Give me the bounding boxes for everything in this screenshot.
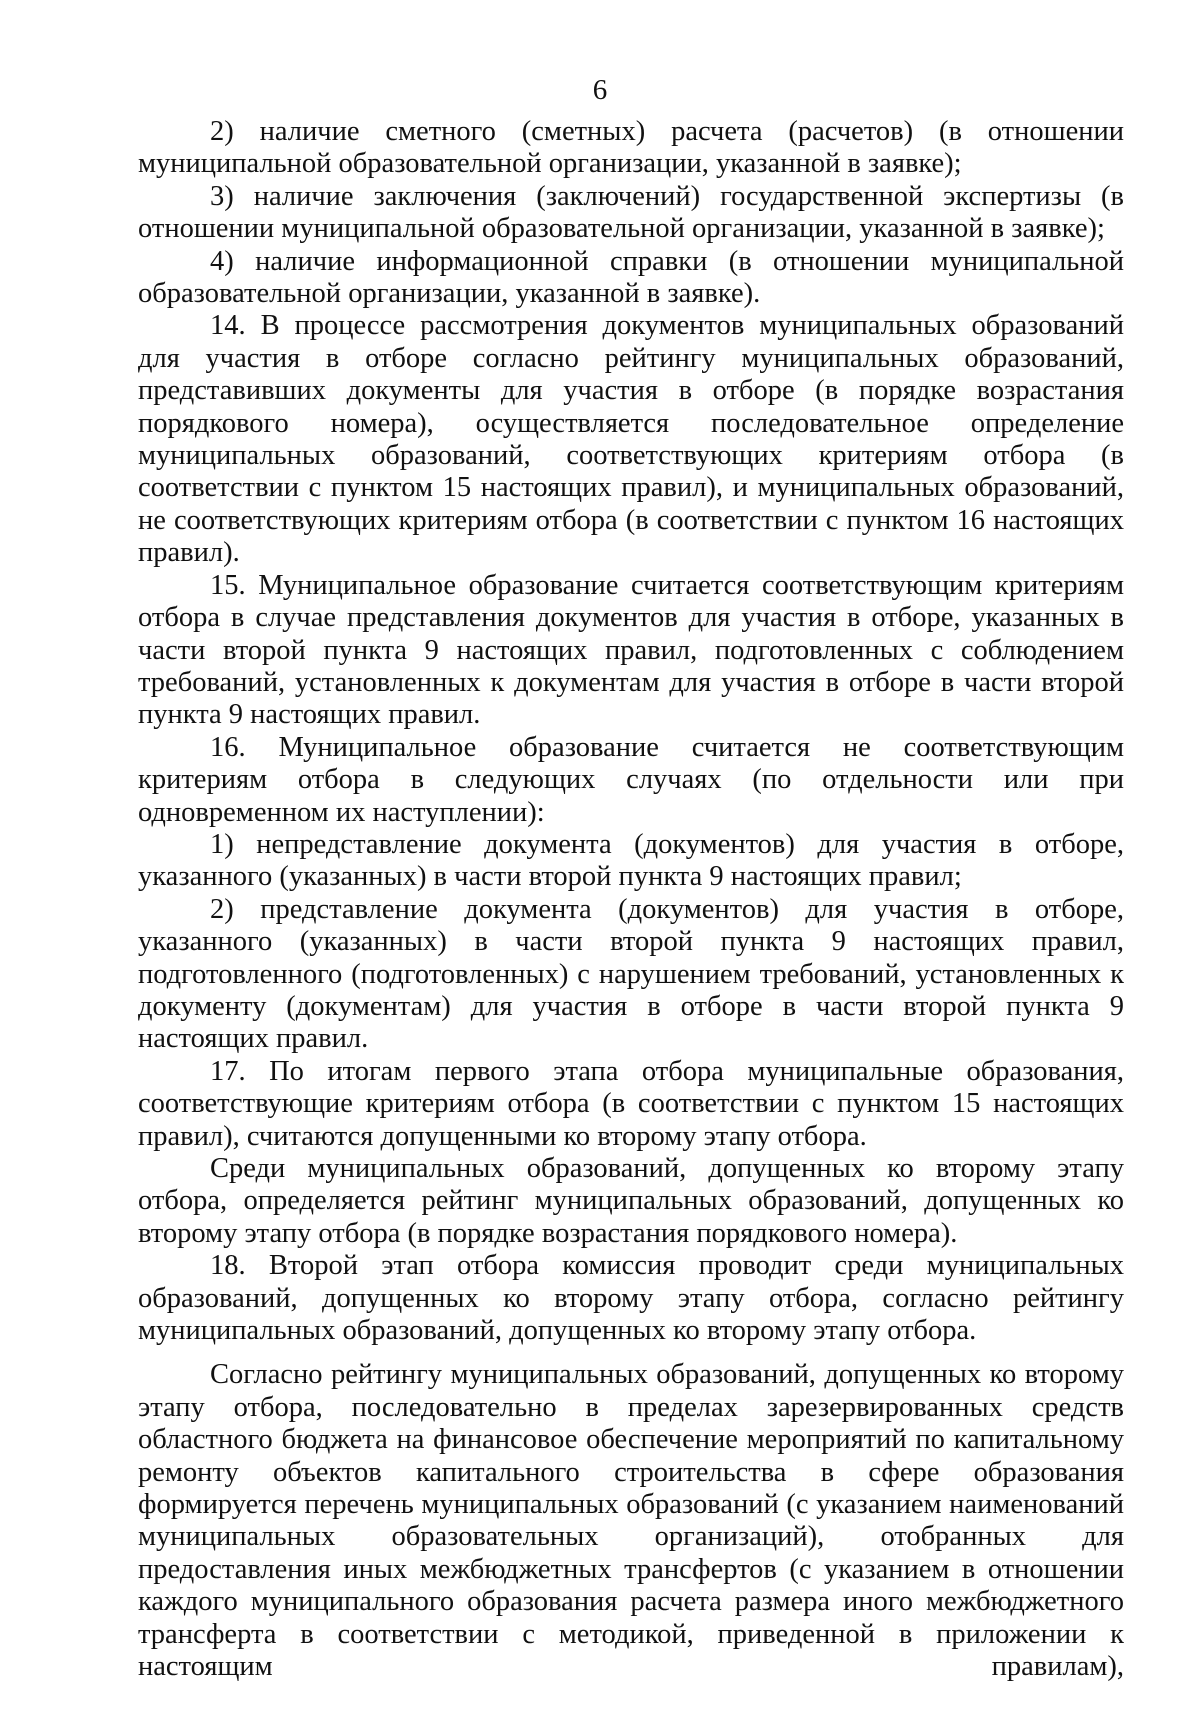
- paragraph-15: 15. Муниципальное образование считается соответствующим критериям отбора в случае представления документов для участия в отборе, указанных в части второй пункта 9 настоящих правил, подготовленных с соблюдением требований, установленных к документам для участия в отборе в части второй пункта 9 настоящих правил.: [138, 569, 1124, 731]
- paragraph-14: 14. В процессе рассмотрения документов муниципальных образований для участия в отборе согласно рейтингу муниципальных образований, представивших документы для участия в отборе (в порядке возрастания порядкового номера), осуществляется последовательное определение муниципальных образований, соответствующих критериям отбора (в соответствии с пунктом 15 настоящих правил), и муниципальных образований, не соответствующих критериям отбора (в соответствии с пунктом 16 настоящих правил).: [138, 310, 1124, 569]
- paragraph-16-2: 2) представление документа (документов) для участия в отборе, указанного (указанных) в части второй пункта 9 настоящих правил, подготовленного (подготовленных) с нарушением требований, установленных к документу (документам) для участия в отборе в части второй пункта 9 настоящих правил.: [138, 893, 1124, 1055]
- paragraph-13-2: 2) наличие сметного (сметных) расчета (расчетов) (в отношении муниципальной образовательной организации, указанной в заявке);: [138, 116, 1124, 180]
- paragraph-18-list: Согласно рейтингу муниципальных образований, допущенных ко второму этапу отбора, последовательно в пределах зарезервированных средств областного бюджета на финансовое обеспечение мероприятий по капитальному ремонту объектов капитального строительства в сфере образования формируется перечень муниципальных образований (с указанием наименований муниципальных образовательных организаций), отобранных для предоставления иных межбюджетных трансфертов (с указанием в отношении каждого муниципального образования расчета размера иного межбюджетного трансферта в соответствии с методикой, приведенной в приложении к настоящим правилам),: [138, 1359, 1124, 1683]
- document-body: [138, 116, 1124, 1684]
- paragraph-18: 18. Второй этап отбора комиссия проводит среди муниципальных образований, допущенных ко второму этапу отбора, согласно рейтингу муниципальных образований, допущенных ко второму этапу отбора.: [138, 1250, 1124, 1347]
- paragraph-13-3: 3) наличие заключения (заключений) государственной экспертизы (в отношении муниципальной образовательной организации, указанной в заявке);: [138, 180, 1124, 245]
- paragraph-17: 17. По итогам первого этапа отбора муниципальные образования, соответствующие критериям отбора (в соответствии с пунктом 15 настоящих правил), считаются допущенными ко второму этапу отбора.: [138, 1055, 1124, 1152]
- paragraph-13-4: 4) наличие информационной справки (в отношении муниципальной образовательной организации, указанной в заявке).: [138, 245, 1124, 310]
- paragraph-16: 16. Муниципальное образование считается не соответствующим критериям отбора в следующих случаях (по отдельности или при одновременном их наступлении):: [138, 731, 1124, 828]
- page-number: 6: [592, 74, 608, 106]
- paragraph-17-rating: Среди муниципальных образований, допущенных ко второму этапу отбора, определяется рейтинг муниципальных образований, допущенных ко второму этапу отбора (в порядке возрастания порядкового номера).: [138, 1153, 1124, 1249]
- paragraph-16-1: 1) непредставление документа (документов) для участия в отборе, указанного (указанных) в части второй пункта 9 настоящих правил;: [138, 828, 1124, 893]
